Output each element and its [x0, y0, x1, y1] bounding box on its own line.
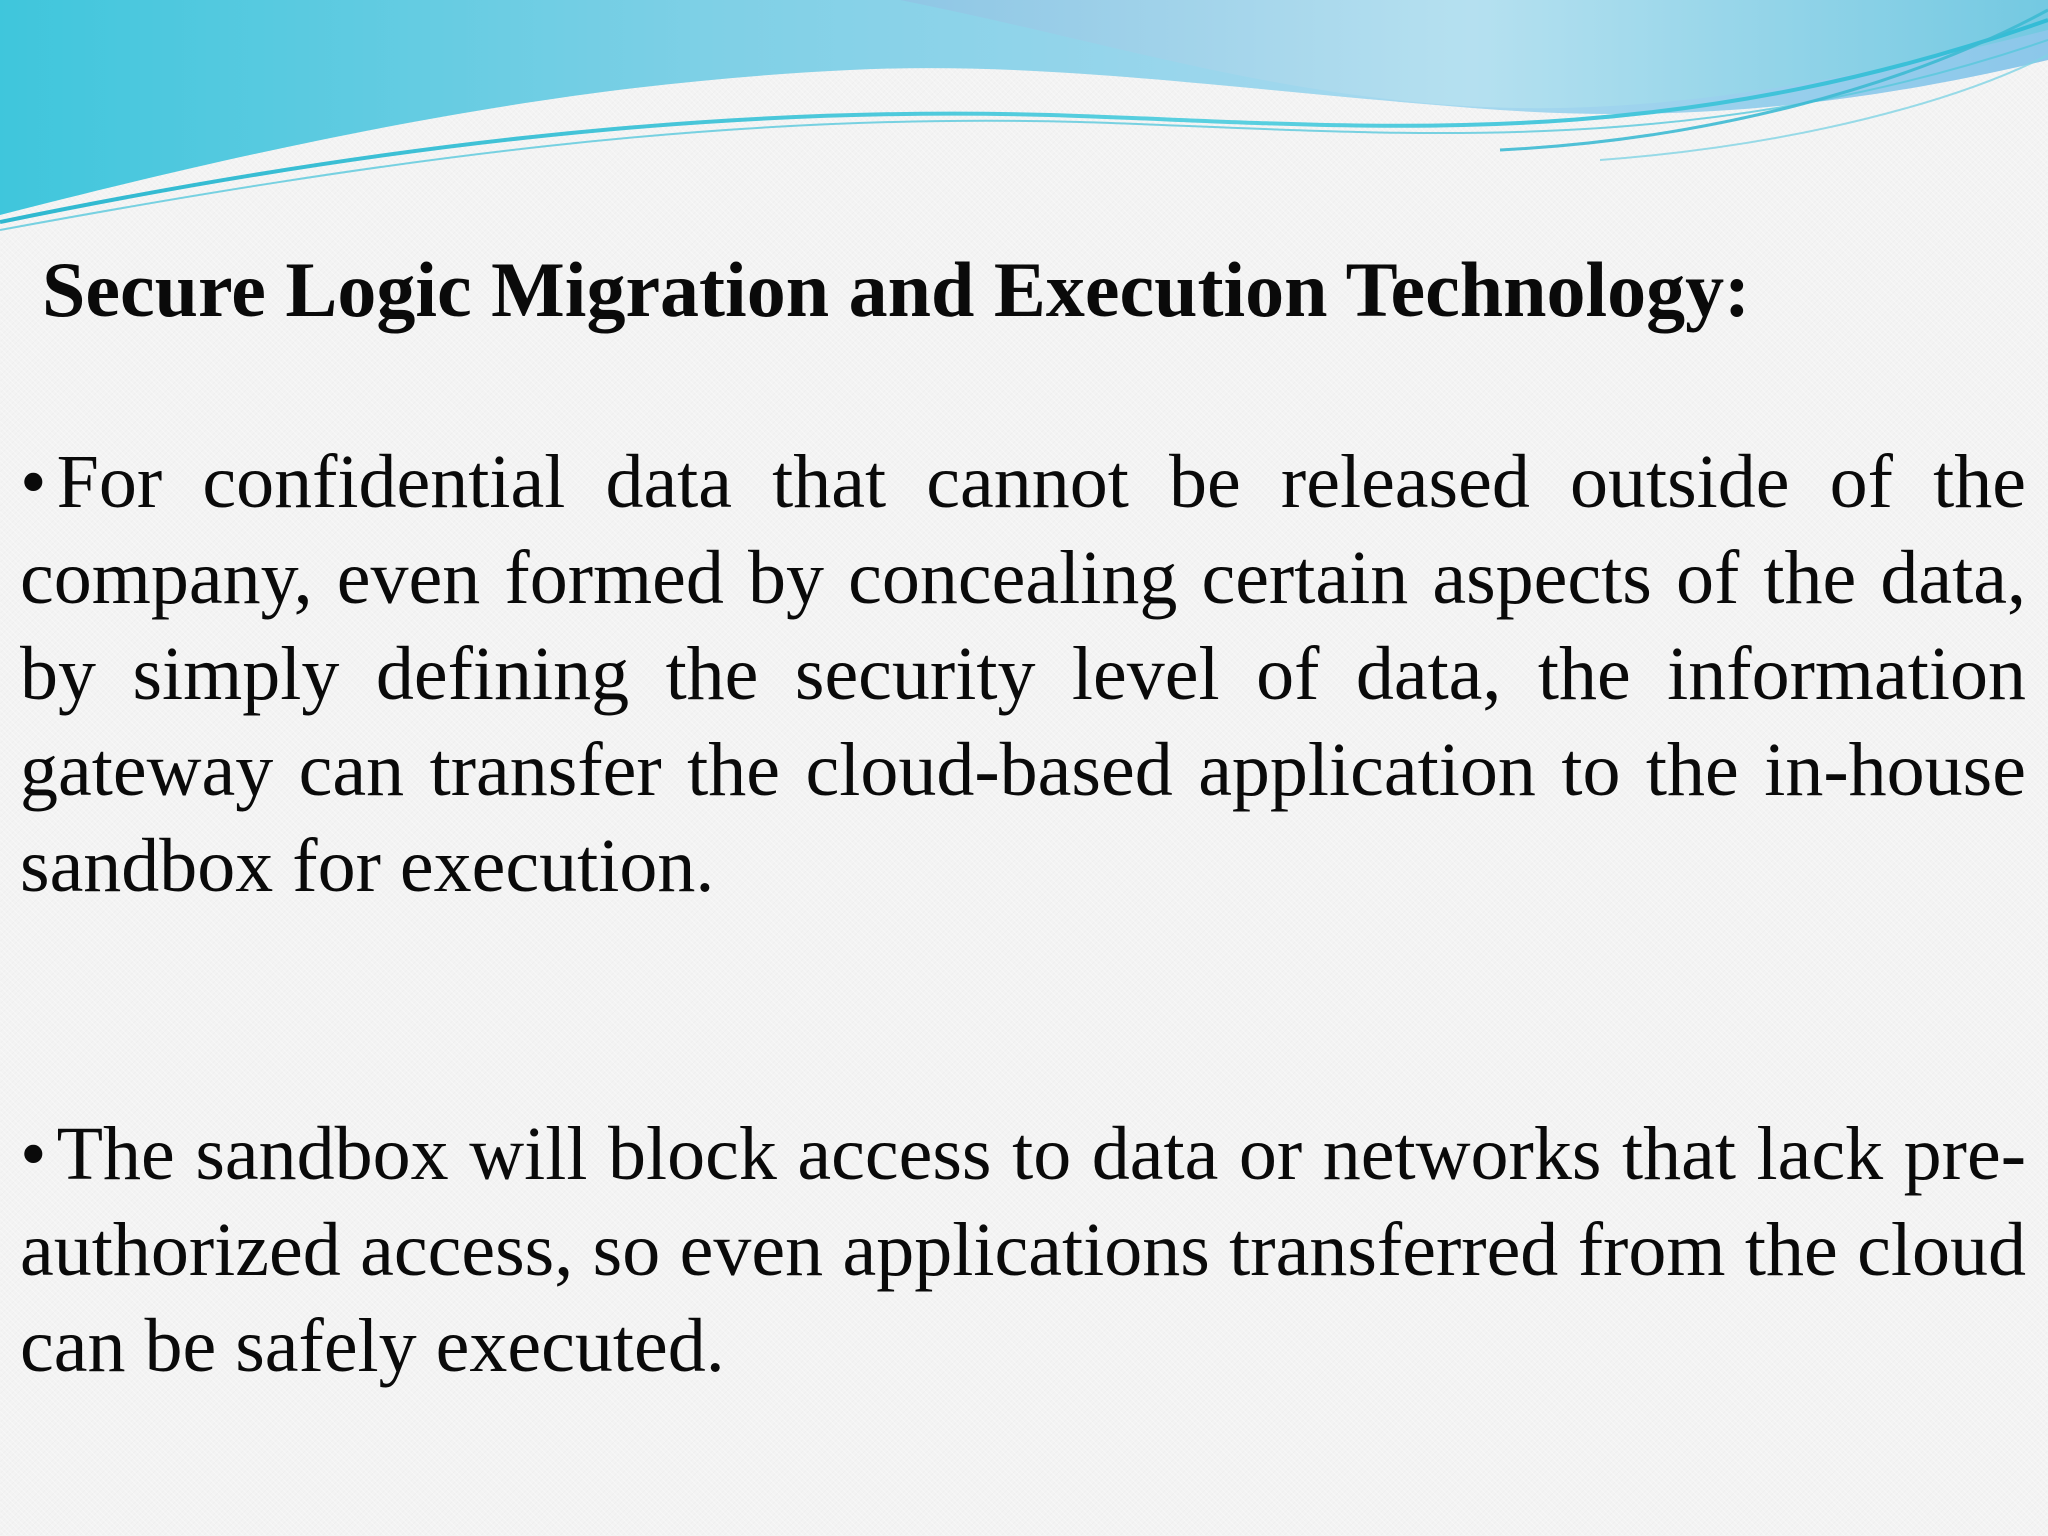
bullet-item — [20, 434, 2026, 914]
bullet-icon: • — [20, 1112, 47, 1196]
bullet-icon: • — [20, 440, 47, 524]
bullet-item — [20, 1106, 2026, 1394]
bullet-text: The sandbox will block access to data or networks that lack pre-authorized access, so even applications transferred from the cloud can be safely executed. — [20, 1112, 2026, 1388]
bullet-text: For confidential data that cannot be released outside of the company, even formed by concealing certain aspects of the data, by simply defining the security level of data, the information gateway can transfer the cloud-based application to the in-house sandbox for execution. — [20, 440, 2026, 908]
slide-title: Secure Logic Migration and Execution Technology: — [42, 246, 1751, 333]
decorative-wave-header — [0, 0, 2048, 240]
